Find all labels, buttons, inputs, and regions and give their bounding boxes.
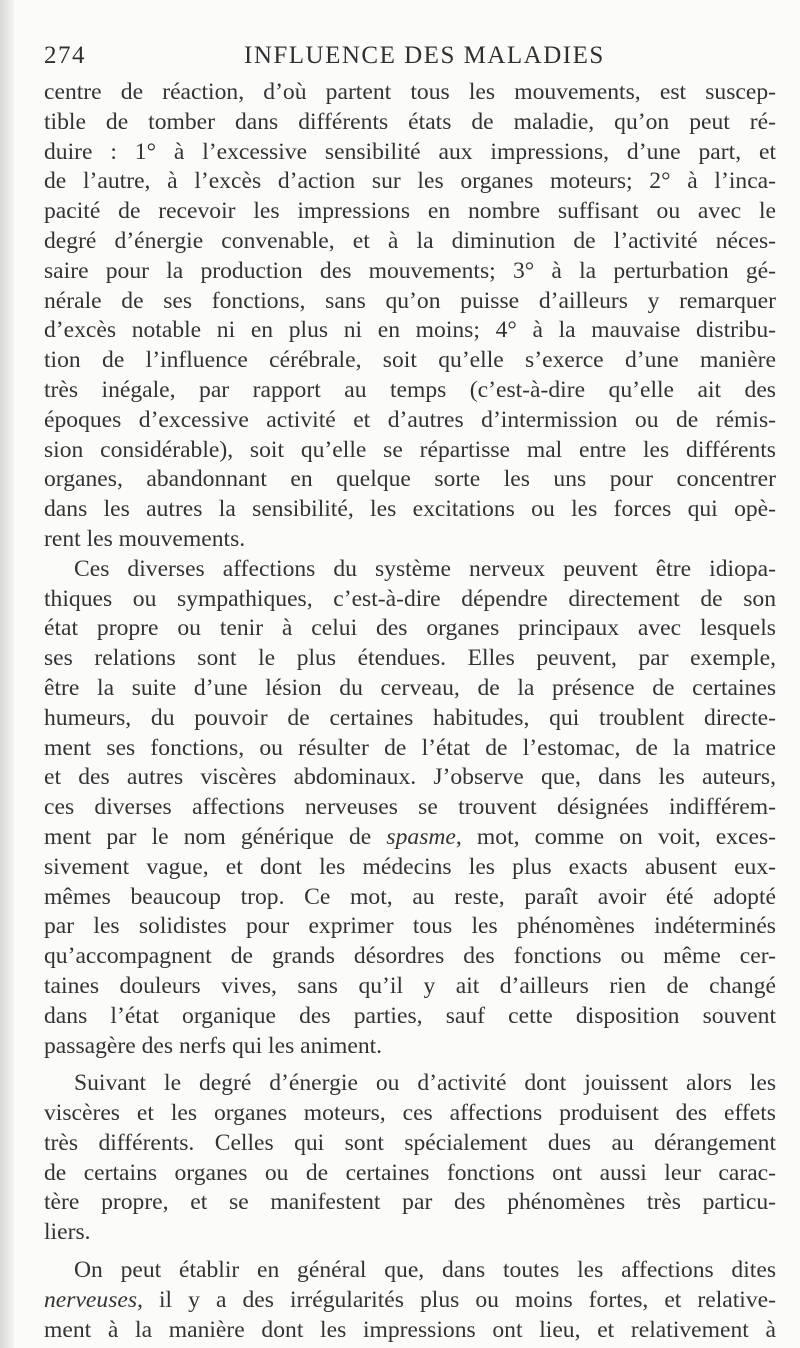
paragraph-2 — [44, 555, 776, 1062]
text-line: de l’autre, à l’excès d’action sur les organes moteurs; 2° à l’inca- — [44, 168, 776, 195]
running-header — [44, 38, 776, 78]
text-line: sion considérable), soit qu’elle se répartisse mal entre les différents — [44, 436, 776, 463]
body-text — [44, 78, 776, 1345]
page-binding-shadow — [0, 0, 14, 1348]
text-line: liers. — [44, 1219, 91, 1246]
text-line: humeurs, du pouvoir de certaines habitudes, qui troublent directe- — [44, 704, 776, 731]
text-line: sivement vague, et dont les médecins les plus exacts abusent eux- — [44, 853, 776, 880]
text-line: degré d’énergie convenable, et à la diminution de l’activité néces- — [44, 227, 776, 254]
text-line: dans l’état organique des parties, sauf cette disposition souvent — [44, 1002, 776, 1029]
text-line: Ces diverses affections du système nerveux peuvent être idiopa- — [74, 555, 776, 582]
text-line: ses relations sont le plus étendues. Elles peuvent, par exemple, — [44, 645, 776, 672]
text-line: centre de réaction, d’où partent tous les mouvements, est suscep- — [44, 79, 776, 105]
text-line: taines douleurs vives, sans qu’il y ait d’ailleurs rien de changé — [44, 972, 776, 999]
italic-term-spasme: spasme — [386, 823, 456, 850]
text-line: On peut établir en général que, dans toutes les affections dites — [74, 1257, 776, 1284]
text-line: et des autres viscères abdominaux. J’observe que, dans les auteurs, — [44, 764, 776, 791]
text-line: époques d’excessive activité et d’autres d’intermission ou de rémis- — [44, 406, 776, 433]
text-fragment: il y a des irrégularités plus ou moins fortes, et relative- — [142, 1286, 776, 1313]
text-fragment: ment par le nom générique de — [44, 823, 387, 850]
italic-term-nerveuses: nerveuses, — [44, 1286, 143, 1313]
text-line: Suivant le degré d’énergie ou d’activité dont jouissent alors les — [74, 1070, 776, 1097]
text-line: organes, abandonnant en quelque sorte les uns pour concentrer — [44, 466, 776, 493]
text-line: de certains organes ou de certaines fonctions ont aussi leur carac- — [44, 1159, 776, 1186]
text-line: être la suite d’une lésion du cerveau, de la présence de certaines — [44, 674, 776, 701]
text-line: thiques ou sympathiques, c’est-à-dire dépendre directement de son — [44, 585, 776, 612]
text-line: d’excès notable ni en plus ni en moins; 4° à la mauvaise distribu- — [44, 317, 776, 344]
text-line: très inégale, par rapport au temps (c’est-à-dire qu’elle ait des — [44, 376, 776, 403]
text-line-with-italic — [44, 1286, 776, 1316]
text-line: ment à la manière dont les impressions ont lieu, et relativement à — [44, 1316, 776, 1343]
text-line: duire : 1° à l’excessive sensibilité aux impressions, d’une part, et — [44, 138, 776, 165]
text-line: nérale de ses fonctions, sans qu’on puisse d’ailleurs y remarquer — [44, 287, 776, 314]
paragraph-4 — [44, 1256, 776, 1345]
text-line: passagère des nerfs qui les animent. — [44, 1032, 383, 1059]
text-line: tion de l’influence cérébrale, soit qu’elle s’exerce d’une manière — [44, 347, 776, 374]
text-line: ces diverses affections nerveuses se trouvent désignées indifférem- — [44, 794, 776, 821]
text-line: par les solidistes pour exprimer tous les phénomènes indéterminés — [44, 913, 776, 940]
text-line: tère propre, et se manifestent par des phénomènes très particu- — [44, 1189, 776, 1216]
paragraph-1 — [44, 78, 776, 555]
text-line-with-italic — [44, 823, 776, 853]
page-number: 274 — [44, 42, 86, 69]
text-line: qu’accompagnent de grands désordres des fonctions ou même cer- — [44, 943, 776, 970]
running-title: INFLUENCE DES MALADIES — [244, 42, 605, 69]
text-line: saire pour la production des mouvements; 3° à la perturbation gé- — [44, 257, 776, 284]
text-line: tible de tomber dans différents états de maladie, qu’on peut ré- — [44, 108, 776, 135]
paragraph-3 — [44, 1069, 776, 1248]
text-line: rent les mouvements. — [44, 525, 246, 552]
text-line: dans les autres la sensibilité, les excitations ou les forces qui opè- — [44, 496, 776, 523]
text-line: état propre ou tenir à celui des organes principaux avec lesquels — [44, 615, 776, 642]
text-fragment: , mot, comme on voit, exces- — [455, 823, 776, 850]
text-line: très différents. Celles qui sont spécialement dues au dérangement — [44, 1129, 776, 1156]
text-line: mêmes beaucoup trop. Ce mot, au reste, paraît avoir été adopté — [44, 883, 776, 910]
text-line: pacité de recevoir les impressions en nombre suffisant ou avec le — [44, 198, 776, 225]
text-line: ment ses fonctions, ou résulter de l’état de l’estomac, de la matrice — [44, 734, 776, 761]
text-line: viscères et les organes moteurs, ces affections produisent des effets — [44, 1100, 776, 1127]
